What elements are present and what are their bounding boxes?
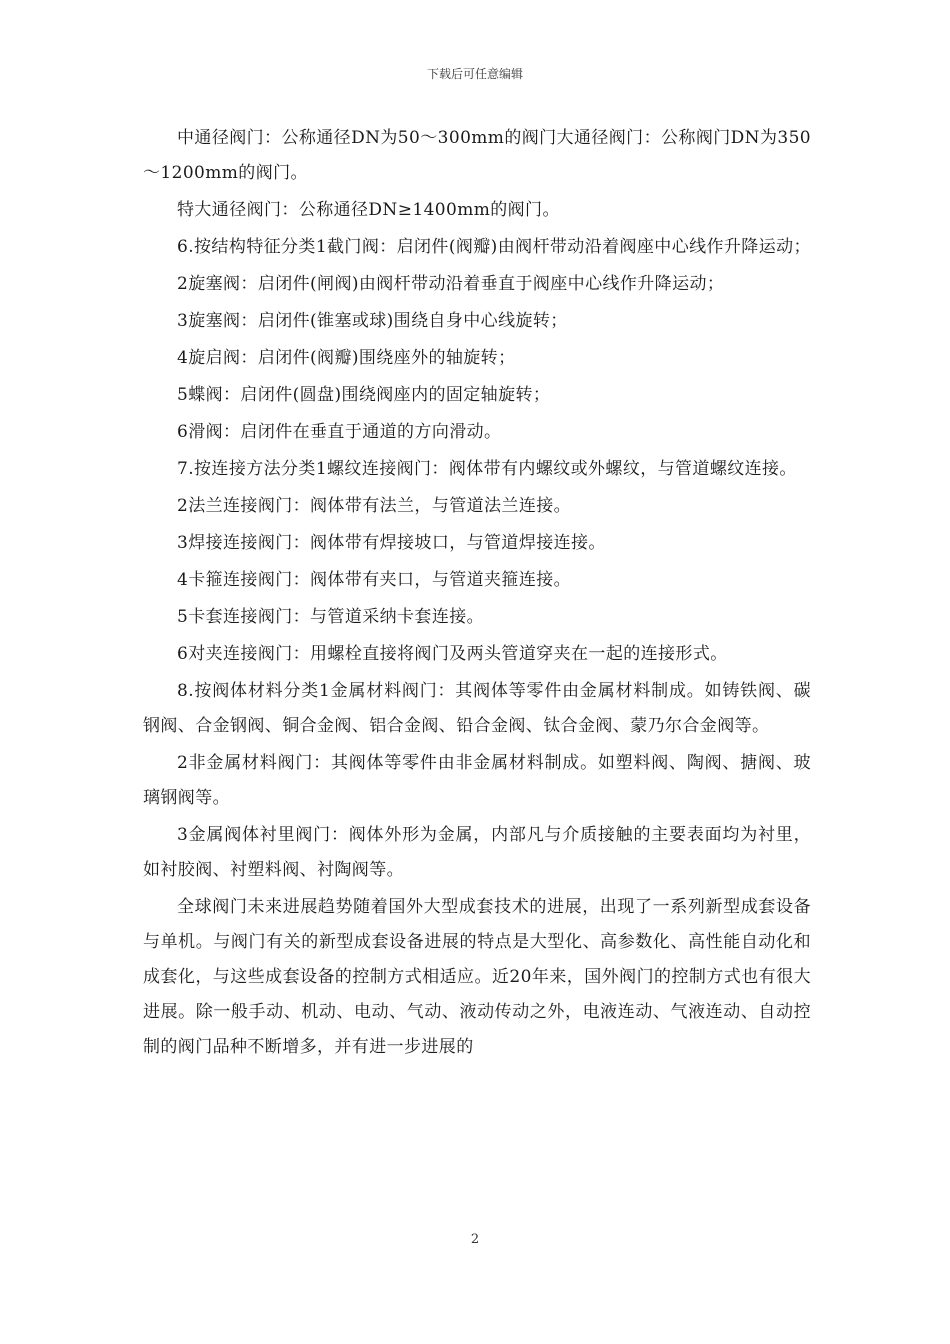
paragraph-slide-valve: 6滑阀：启闭件在垂直于通道的方向滑动。 (177, 422, 502, 442)
paragraph-ferrule-connection: 5卡套连接阀门：与管道采纳卡套连接。 (177, 607, 485, 627)
paragraph-butterfly-valve: 5蝶阀：启闭件(圆盘)围绕阀座内的固定轴旋转； (177, 385, 551, 405)
paragraph-structure-classification: 6.按结构特征分类1截门阀：启闭件(阀瓣)由阀杆带动沿着阀座中心线作升降运动； (177, 237, 811, 257)
paragraph-flange-connection: 2法兰连接阀门：阀体带有法兰，与管道法兰连接。 (177, 496, 572, 516)
paragraph-material-classification: 8.按阀体材料分类1金属材料阀门：其阀体等零件由金属材料制成。如铸铁阀、碳钢阀、合金钢阀、铜合金阀、铝合金阀、铅合金阀、钛合金阀、蒙乃尔合金阀等。 (143, 681, 811, 736)
paragraph-plug-valve-2: 3旋塞阀：启闭件(锥塞或球)围绕自身中心线旋转； (177, 311, 568, 331)
paragraph-plug-valve-1: 2旋塞阀：启闭件(闸阀)由阀杆带动沿着垂直于阀座中心线作升降运动； (177, 274, 725, 294)
paragraph-swing-valve: 4旋启阀：启闭件(阀瓣)围绕座外的轴旋转； (177, 348, 516, 368)
paragraph-clamp-connection: 4卡箍连接阀门：阀体带有夹口，与管道夹箍连接。 (177, 570, 572, 590)
paragraph-connection-classification: 7.按连接方法分类1螺纹连接阀门：阀体带有内螺纹或外螺纹，与管道螺纹连接。 (177, 459, 797, 479)
paragraph-weld-connection: 3焊接连接阀门：阀体带有焊接坡口，与管道焊接连接。 (177, 533, 606, 553)
page-number: 2 (470, 1232, 480, 1247)
document-body (143, 121, 811, 1067)
paragraph-nonmetal-valve: 2非金属材料阀门：其阀体等零件由非金属材料制成。如塑料阀、陶阀、搪阀、玻璃钢阀等。 (143, 753, 811, 808)
paragraph-wafer-connection: 6对夹连接阀门：用螺栓直接将阀门及两头管道穿夹在一起的连接形式。 (177, 644, 728, 664)
paragraph-lined-valve: 3金属阀体衬里阀门：阀体外形为金属，内部凡与介质接触的主要表面均为衬里，如衬胶阀、衬塑料阀、衬陶阀等。 (143, 825, 811, 880)
paragraph-extra-large-bore: 特大通径阀门：公称通径DN≥1400mm的阀门。 (177, 200, 560, 220)
paragraph-global-trends: 全球阀门未来进展趋势随着国外大型成套技术的进展，出现了一系列新型成套设备与单机。与阀门有关的新型成套设备进展的特点是大型化、高参数化、高性能自动化和成套化，与这些成套设备的控制方式相适应。近20年来，国外阀门的控制方式也有很大进展。除一般手动、机动、电动、气动、液动传动之外，电液连动、气液连动、自动控制的阀门品种不断增多，并有进一步进展的 (143, 897, 811, 1057)
page-header: 下载后可任意编辑 (426, 67, 523, 81)
paragraph-medium-bore: 中通径阀门：公称通径DN为50～300mm的阀门大通径阀门：公称阀门DN为350～1200mm的阀门。 (143, 128, 811, 183)
